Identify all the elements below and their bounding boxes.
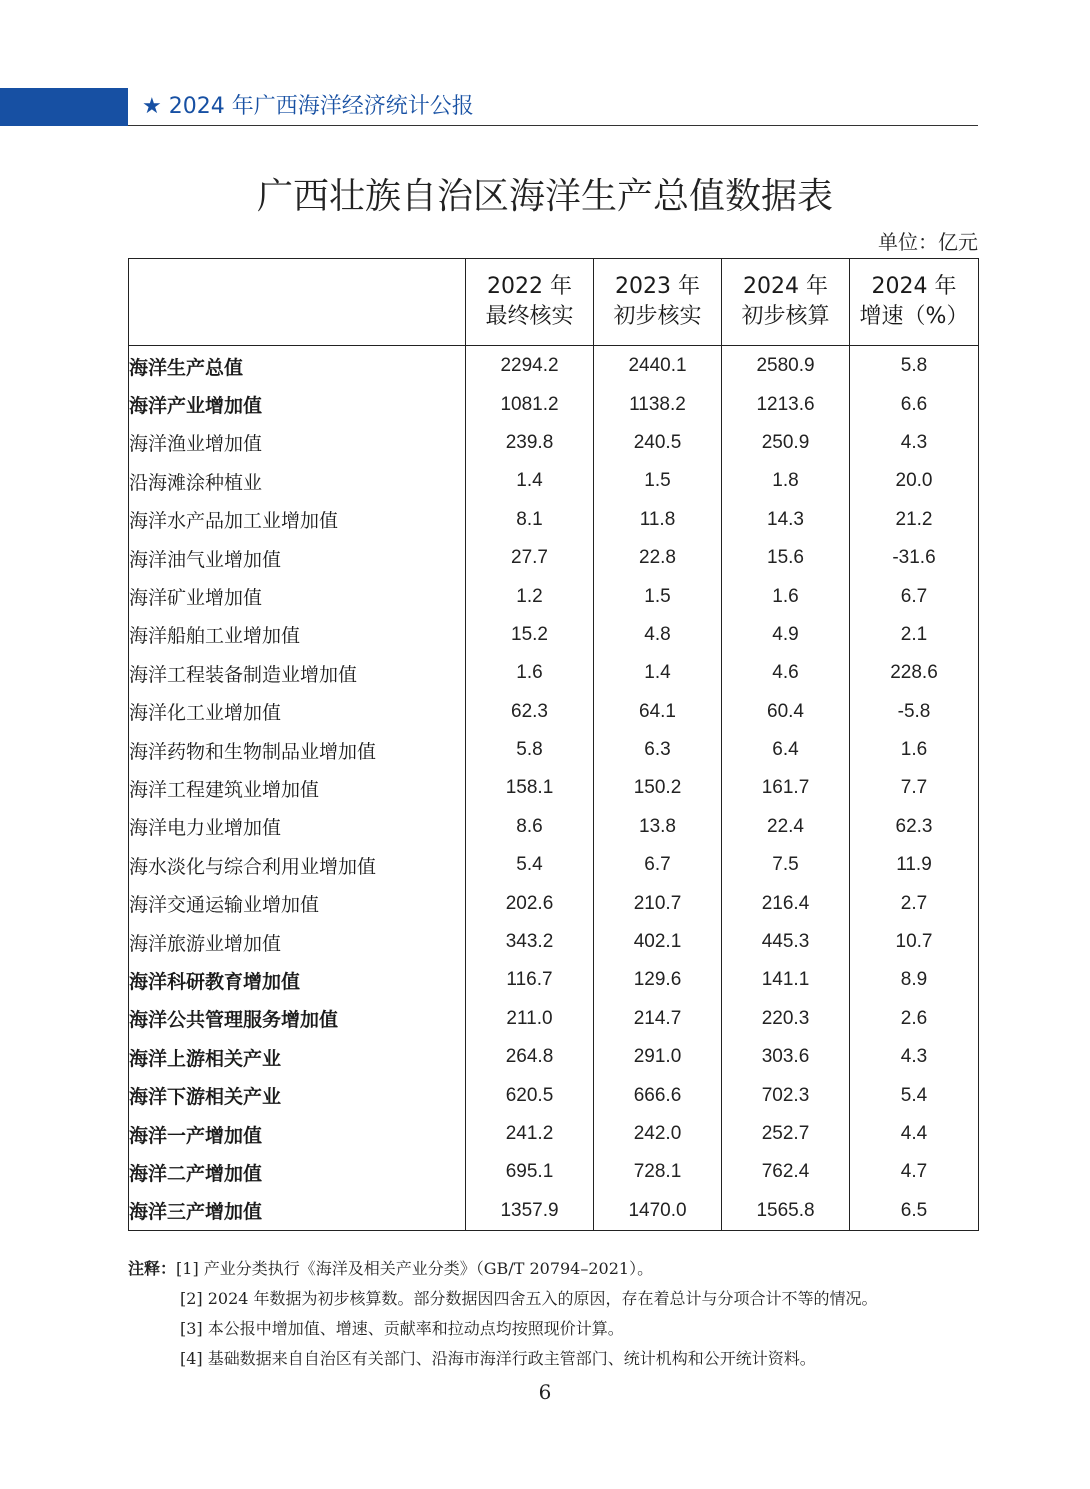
value-2024: 303.6 (722, 1038, 850, 1076)
value-2023: 13.8 (594, 808, 722, 846)
row-label: 海洋矿业增加值 (129, 577, 466, 615)
value-growth: 1.6 (850, 731, 979, 769)
value-2024: 445.3 (722, 923, 850, 961)
value-2022: 695.1 (466, 1153, 594, 1191)
value-2023: 291.0 (594, 1038, 722, 1076)
value-growth: 2.7 (850, 884, 979, 922)
value-2024: 4.6 (722, 654, 850, 692)
value-2024: 220.3 (722, 1000, 850, 1038)
row-label: 海洋生产总值 (129, 346, 466, 386)
header-cell-2022 (466, 259, 594, 346)
note-text: [1] 产业分类执行《海洋及相关产业分类》（GB/T 20794–2021）。 (176, 1259, 654, 1278)
value-growth: 6.6 (850, 385, 979, 423)
table-row (129, 616, 979, 654)
value-2023: 4.8 (594, 616, 722, 654)
row-label: 海洋上游相关产业 (129, 1038, 466, 1076)
value-2022: 1.2 (466, 577, 594, 615)
value-2023: 240.5 (594, 424, 722, 462)
value-2022: 202.6 (466, 884, 594, 922)
value-2022: 8.1 (466, 501, 594, 539)
value-2024: 252.7 (722, 1115, 850, 1153)
row-label: 海洋船舶工业增加值 (129, 616, 466, 654)
value-2022: 27.7 (466, 539, 594, 577)
header-title: ★ 2024 年广西海洋经济统计公报 (142, 94, 474, 119)
value-growth: 6.7 (850, 577, 979, 615)
row-label: 海洋旅游业增加值 (129, 923, 466, 961)
value-2023: 402.1 (594, 923, 722, 961)
value-2023: 2440.1 (594, 346, 722, 386)
value-2024: 216.4 (722, 884, 850, 922)
gdp-data-table (128, 258, 979, 1231)
value-2023: 666.6 (594, 1076, 722, 1114)
header-status: 增速（%） (859, 304, 969, 329)
value-2024: 702.3 (722, 1076, 850, 1114)
row-label: 海水淡化与综合利用业增加值 (129, 846, 466, 884)
table-row (129, 1115, 979, 1153)
table-row (129, 1000, 979, 1038)
value-growth: -31.6 (850, 539, 979, 577)
row-label: 海洋工程装备制造业增加值 (129, 654, 466, 692)
value-2022: 241.2 (466, 1115, 594, 1153)
value-2023: 11.8 (594, 501, 722, 539)
value-2022: 5.4 (466, 846, 594, 884)
note-item: [2] 2024 年数据为初步核算数。部分数据因四舍五入的原因，存在着总计与分项合计不等的情况。 (180, 1289, 878, 1308)
value-2022: 1081.2 (466, 385, 594, 423)
value-2023: 22.8 (594, 539, 722, 577)
row-label: 海洋工程建筑业增加值 (129, 769, 466, 807)
value-2024: 1213.6 (722, 385, 850, 423)
table-row (129, 693, 979, 731)
header-year: 2024 年 (743, 274, 828, 299)
value-2024: 141.1 (722, 961, 850, 999)
note-item (128, 1254, 1028, 1284)
row-label: 海洋交通运输业增加值 (129, 884, 466, 922)
row-label: 海洋一产增加值 (129, 1115, 466, 1153)
value-2023: 1.5 (594, 462, 722, 500)
value-growth: 21.2 (850, 501, 979, 539)
value-2024: 6.4 (722, 731, 850, 769)
value-2022: 1.4 (466, 462, 594, 500)
notes-label: 注释： (128, 1259, 177, 1278)
table-row (129, 923, 979, 961)
page-number: 6 (538, 1380, 552, 1404)
value-2022: 211.0 (466, 1000, 594, 1038)
value-2022: 1357.9 (466, 1192, 594, 1231)
unit-label: 单位：亿元 (878, 230, 978, 254)
value-2024: 2580.9 (722, 346, 850, 386)
row-label: 海洋科研教育增加值 (129, 961, 466, 999)
value-growth: 4.3 (850, 1038, 979, 1076)
header-year: 2022 年 (487, 274, 572, 299)
row-label: 海洋渔业增加值 (129, 424, 466, 462)
header-year: 2023 年 (615, 274, 700, 299)
value-growth: 11.9 (850, 846, 979, 884)
table-row (129, 731, 979, 769)
value-2024: 14.3 (722, 501, 850, 539)
value-2023: 129.6 (594, 961, 722, 999)
row-label: 海洋化工业增加值 (129, 693, 466, 731)
value-2023: 6.7 (594, 846, 722, 884)
value-2024: 1.6 (722, 577, 850, 615)
header-cell-2023 (594, 259, 722, 346)
value-2024: 15.6 (722, 539, 850, 577)
value-2022: 116.7 (466, 961, 594, 999)
value-2023: 728.1 (594, 1153, 722, 1191)
value-2023: 1470.0 (594, 1192, 722, 1231)
value-growth: 10.7 (850, 923, 979, 961)
table-row (129, 846, 979, 884)
value-2024: 4.9 (722, 616, 850, 654)
table-row (129, 539, 979, 577)
value-2022: 239.8 (466, 424, 594, 462)
value-2023: 214.7 (594, 1000, 722, 1038)
row-label: 海洋油气业增加值 (129, 539, 466, 577)
row-label: 海洋产业增加值 (129, 385, 466, 423)
value-2022: 620.5 (466, 1076, 594, 1114)
table-row (129, 501, 979, 539)
value-growth: 4.4 (850, 1115, 979, 1153)
page-title: 广西壮族自治区海洋生产总值数据表 (256, 176, 833, 217)
value-2022: 1.6 (466, 654, 594, 692)
row-label: 海洋水产品加工业增加值 (129, 501, 466, 539)
header-status: 最终核实 (485, 304, 574, 329)
value-growth: 7.7 (850, 769, 979, 807)
value-growth: 8.9 (850, 961, 979, 999)
table-header-row (129, 259, 979, 346)
header-status: 初步核算 (741, 304, 830, 329)
value-growth: 4.3 (850, 424, 979, 462)
value-2024: 161.7 (722, 769, 850, 807)
table-row (129, 808, 979, 846)
value-growth: 4.7 (850, 1153, 979, 1191)
row-label: 海洋电力业增加值 (129, 808, 466, 846)
row-label: 海洋下游相关产业 (129, 1076, 466, 1114)
value-growth: 5.8 (850, 346, 979, 386)
table-row (129, 884, 979, 922)
notes-section (128, 1254, 1028, 1374)
value-2023: 1.4 (594, 654, 722, 692)
value-2023: 1.5 (594, 577, 722, 615)
table-row (129, 769, 979, 807)
value-growth: 20.0 (850, 462, 979, 500)
value-2023: 210.7 (594, 884, 722, 922)
value-2024: 7.5 (722, 846, 850, 884)
note-item: [3] 本公报中增加值、增速、贡献率和拉动点均按照现价计算。 (180, 1319, 624, 1338)
row-label: 沿海滩涂种植业 (129, 462, 466, 500)
value-2023: 242.0 (594, 1115, 722, 1153)
header-divider (128, 125, 978, 126)
table-row (129, 961, 979, 999)
value-growth: 2.6 (850, 1000, 979, 1038)
table-row (129, 424, 979, 462)
value-2024: 22.4 (722, 808, 850, 846)
header-color-block (0, 88, 128, 126)
table-row (129, 462, 979, 500)
row-label: 海洋药物和生物制品业增加值 (129, 731, 466, 769)
table-row (129, 1192, 979, 1231)
value-2023: 1138.2 (594, 385, 722, 423)
value-2023: 150.2 (594, 769, 722, 807)
value-2022: 264.8 (466, 1038, 594, 1076)
value-2024: 1.8 (722, 462, 850, 500)
value-2022: 343.2 (466, 923, 594, 961)
value-growth: -5.8 (850, 693, 979, 731)
table-row (129, 1038, 979, 1076)
value-2022: 158.1 (466, 769, 594, 807)
value-2024: 762.4 (722, 1153, 850, 1191)
note-item: [4] 基础数据来自自治区有关部门、沿海市海洋行政主管部门、统计机构和公开统计资料。 (180, 1349, 816, 1368)
value-2022: 15.2 (466, 616, 594, 654)
value-2022: 8.6 (466, 808, 594, 846)
value-2024: 250.9 (722, 424, 850, 462)
value-2024: 1565.8 (722, 1192, 850, 1231)
header-cell-2024 (722, 259, 850, 346)
table-row (129, 1076, 979, 1114)
table-row (129, 577, 979, 615)
header-cell-growth (850, 259, 979, 346)
row-label: 海洋三产增加值 (129, 1192, 466, 1231)
value-growth: 5.4 (850, 1076, 979, 1114)
row-label: 海洋二产增加值 (129, 1153, 466, 1191)
table-row (129, 346, 979, 386)
value-growth: 2.1 (850, 616, 979, 654)
header-year: 2024 年 (871, 274, 957, 299)
value-2023: 6.3 (594, 731, 722, 769)
value-growth: 62.3 (850, 808, 979, 846)
header-status: 初步核实 (613, 304, 702, 329)
value-2022: 5.8 (466, 731, 594, 769)
table-row (129, 654, 979, 692)
value-2022: 2294.2 (466, 346, 594, 386)
value-2023: 64.1 (594, 693, 722, 731)
header-cell-empty (129, 259, 466, 346)
value-growth: 228.6 (850, 654, 979, 692)
value-2022: 62.3 (466, 693, 594, 731)
row-label: 海洋公共管理服务增加值 (129, 1000, 466, 1038)
table-row (129, 385, 979, 423)
value-growth: 6.5 (850, 1192, 979, 1231)
table-row (129, 1153, 979, 1191)
value-2024: 60.4 (722, 693, 850, 731)
